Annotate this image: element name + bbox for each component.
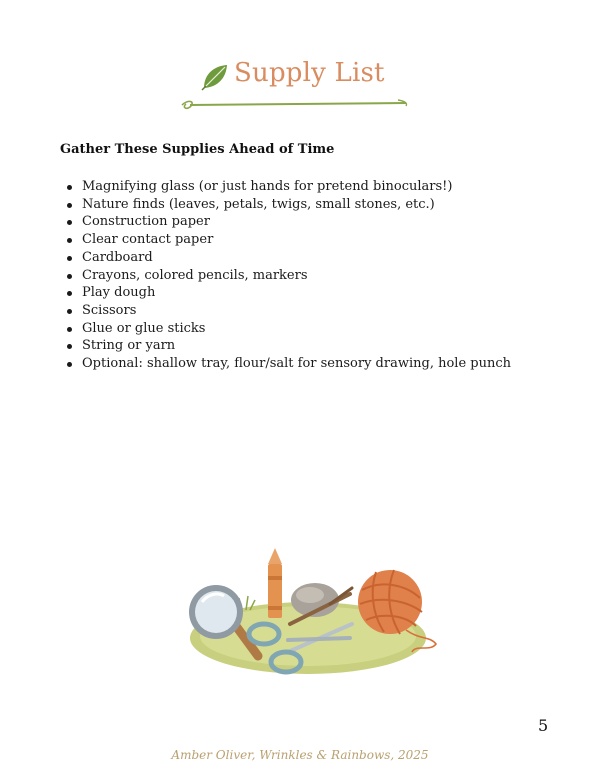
craft-supplies-illustration [180, 540, 440, 690]
bullet [67, 327, 72, 332]
bullet [67, 291, 72, 296]
page-number: 5 [538, 716, 549, 735]
list-item: Clear contact paper [60, 231, 511, 249]
leaf-icon [200, 62, 230, 92]
list-item: Play dough [60, 284, 511, 302]
bullet [67, 203, 72, 208]
section-heading: Gather These Supplies Ahead of Time [60, 142, 335, 157]
bullet [67, 238, 72, 243]
list-item: Scissors [60, 302, 511, 320]
footer-credit: Amber Oliver, Wrinkles & Rainbows, 2025 [171, 748, 429, 762]
supply-list [60, 178, 511, 373]
list-item: String or yarn [60, 337, 511, 355]
list-item: Cardboard [60, 249, 511, 267]
list-item: Construction paper [60, 213, 511, 231]
bullet [67, 362, 72, 367]
page-title: Supply List [234, 58, 385, 88]
list-item: Optional: shallow tray, flour/salt for sensory drawing, hole punch [60, 355, 511, 373]
bullet [67, 185, 72, 190]
bullet [67, 274, 72, 279]
bullet [67, 220, 72, 225]
list-item: Magnifying glass (or just hands for pretend binoculars!) [60, 178, 511, 196]
vine-divider [176, 97, 412, 117]
bullet [67, 256, 72, 261]
bullet [67, 309, 72, 314]
list-item: Glue or glue sticks [60, 320, 511, 338]
list-item: Nature finds (leaves, petals, twigs, small stones, etc.) [60, 196, 511, 214]
bullet [67, 344, 72, 349]
list-item: Crayons, colored pencils, markers [60, 267, 511, 285]
